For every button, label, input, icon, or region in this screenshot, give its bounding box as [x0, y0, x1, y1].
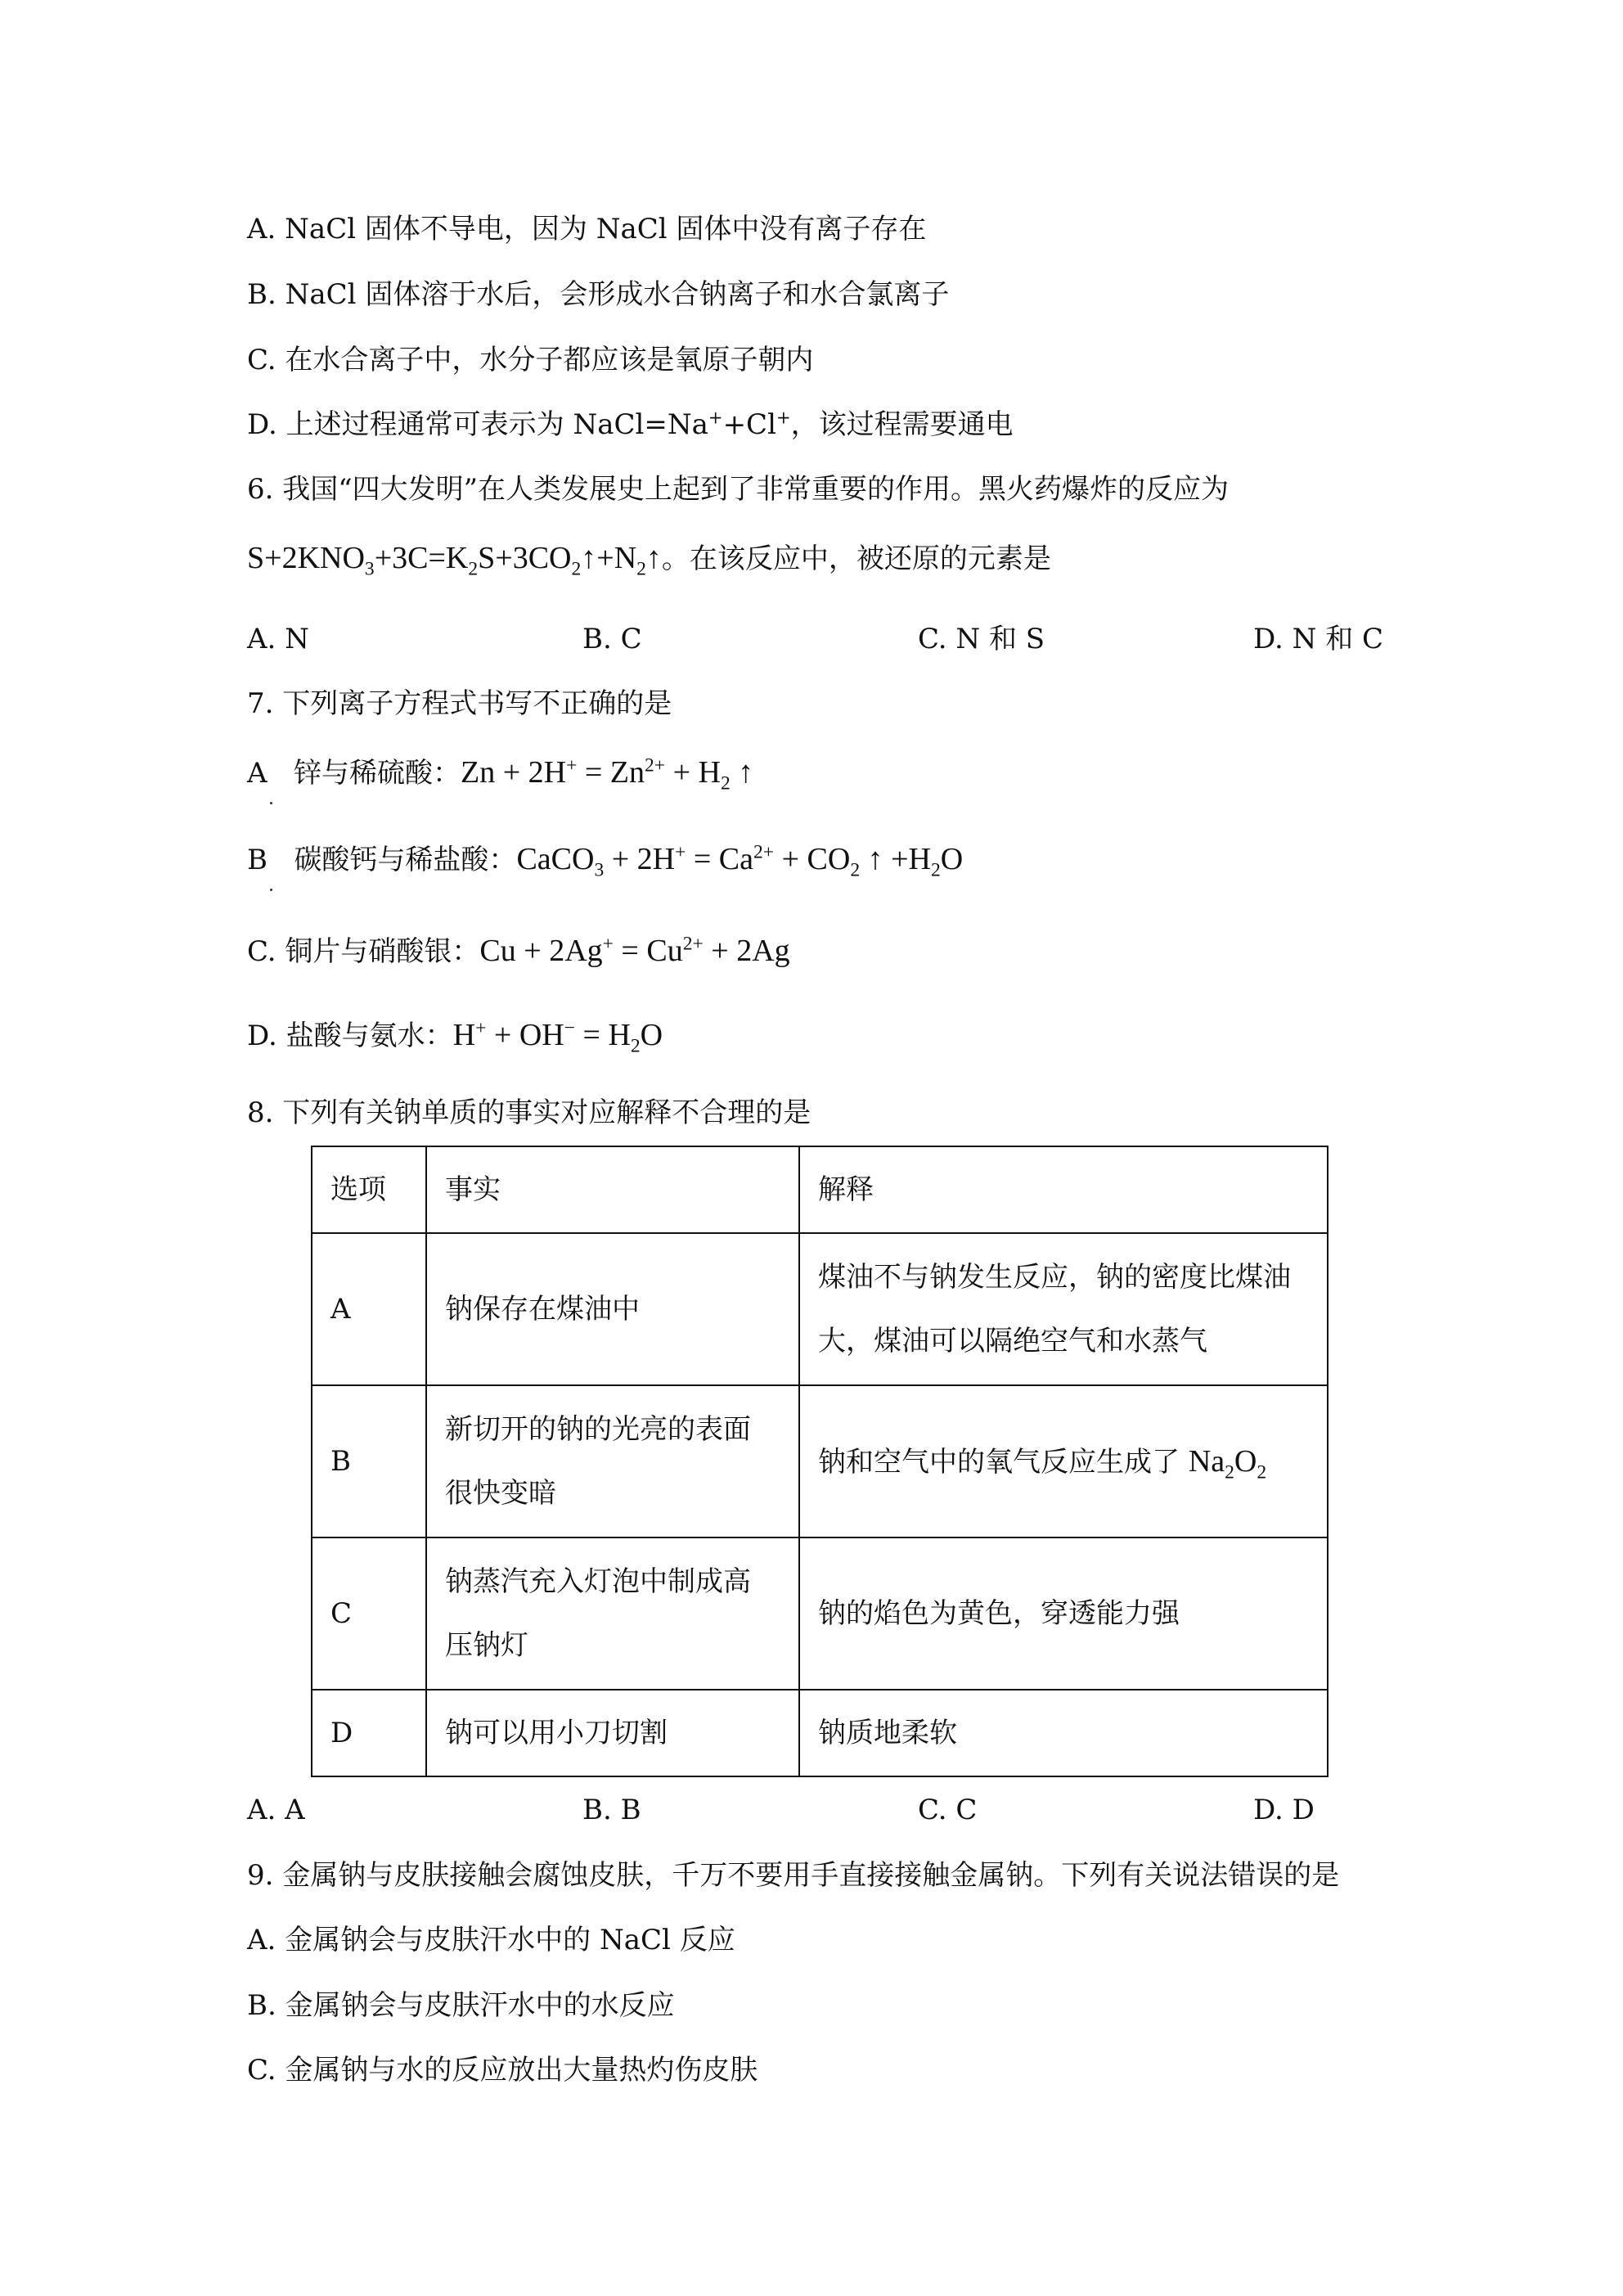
q8-option-b: B. B	[582, 1794, 641, 1826]
q9-option-b: B. 金属钠会与皮肤汗水中的水反应	[247, 1989, 675, 2022]
q5-option-b: B. NaCl 固体溶于水后，会形成水合钠离子和水合氯离子	[247, 278, 950, 311]
table-cell: 钠可以用小刀切割	[426, 1690, 799, 1776]
q6-option-d: D. N 和 C	[1253, 623, 1384, 655]
q5-option-a: A. NaCl 固体不导电，因为 NaCl 固体中没有离子存在	[247, 213, 927, 245]
q7-option-c: C. 铜片与硝酸银：$Cu + 2Ag^+ = Cu^{2+} + 2Ag$	[247, 933, 790, 968]
table-row	[312, 1233, 1328, 1385]
table-header-cell: 选项	[312, 1146, 426, 1233]
table-cell: 钠蒸汽充入灯泡中制成高 压钠灯	[426, 1537, 799, 1690]
q8-option-a: A. A	[247, 1794, 305, 1826]
table-row	[312, 1690, 1328, 1776]
table-header-cell: 解释	[799, 1146, 1328, 1233]
q5-option-c: C. 在水合离子中，水分子都应该是氧原子朝内	[247, 344, 814, 376]
table-row	[312, 1385, 1328, 1537]
q7-option-a: A 锌与稀硫酸：$Zn + 2H^+ = Zn^{2+} + H_2$ ↑	[247, 754, 754, 795]
q9-stem: 9. 金属钠与皮肤接触会腐蚀皮肤，千万不要用手直接接触金属钠。下列有关说法错误的是	[247, 1859, 1340, 1892]
table-cell: B	[312, 1385, 426, 1537]
table-cell: 钠的焰色为黄色，穿透能力强	[799, 1537, 1328, 1690]
table-cell: 钠保存在煤油中	[426, 1233, 799, 1385]
table-cell: A	[312, 1233, 426, 1385]
table-cell: 钠质地柔软	[799, 1690, 1328, 1776]
q7-option-b: B 碳酸钙与稀盐酸：CaCO$_3$ + $2H^+ = Ca^{2+} + CO_2$ ↑ $+H_2O$	[247, 841, 964, 881]
table-header-row	[312, 1146, 1328, 1233]
q6-option-c: C. N 和 S	[918, 623, 1045, 655]
q6-stem: 6. 我国“四大发明”在人类发展史上起到了非常重要的作用。黑火药爆炸的反应为	[247, 473, 1230, 506]
q7-option-d: D. 盐酸与氨水：$H^+ + OH^- = H_2O$	[247, 1017, 663, 1057]
q9-option-c: C. 金属钠与水的反应放出大量热灼伤皮肤	[247, 2054, 758, 2087]
q8-table	[311, 1146, 1329, 1777]
q8-option-c: C. C	[918, 1794, 978, 1826]
table-cell: D	[312, 1690, 426, 1776]
q8-option-d: D. D	[1253, 1794, 1315, 1826]
q8-stem: 8. 下列有关钠单质的事实对应解释不合理的是	[247, 1096, 812, 1129]
q6-option-a: A. N	[247, 623, 309, 655]
q7-b-dot	[270, 889, 272, 891]
table-row	[312, 1537, 1328, 1690]
table-cell: C	[312, 1537, 426, 1690]
table-header-cell: 事实	[426, 1146, 799, 1233]
q7-stem: 7. 下列离子方程式书写不正确的是	[247, 687, 672, 720]
table-cell: 钠和空气中的氧气反应生成了 $Na_2O_2$	[799, 1385, 1328, 1537]
q7-a-dot	[270, 802, 272, 804]
table-cell: 煤油不与钠发生反应，钠的密度比煤油 大，煤油可以隔绝空气和水蒸气	[799, 1233, 1328, 1385]
table-cell: 新切开的钠的光亮的表面 很快变暗	[426, 1385, 799, 1537]
q5-option-d: D. 上述过程通常可表示为 NaCl=Na++Cl+，该过程需要通电	[247, 407, 1014, 441]
q6-equation-line: $S+2KNO_3+3C=K_2S+3CO_2↑+N_2↑$。在该反应中，被还原的元素是	[247, 541, 1051, 580]
q6-option-b: B. C	[582, 623, 642, 655]
q9-option-a: A. 金属钠会与皮肤汗水中的 NaCl 反应	[247, 1924, 735, 1956]
